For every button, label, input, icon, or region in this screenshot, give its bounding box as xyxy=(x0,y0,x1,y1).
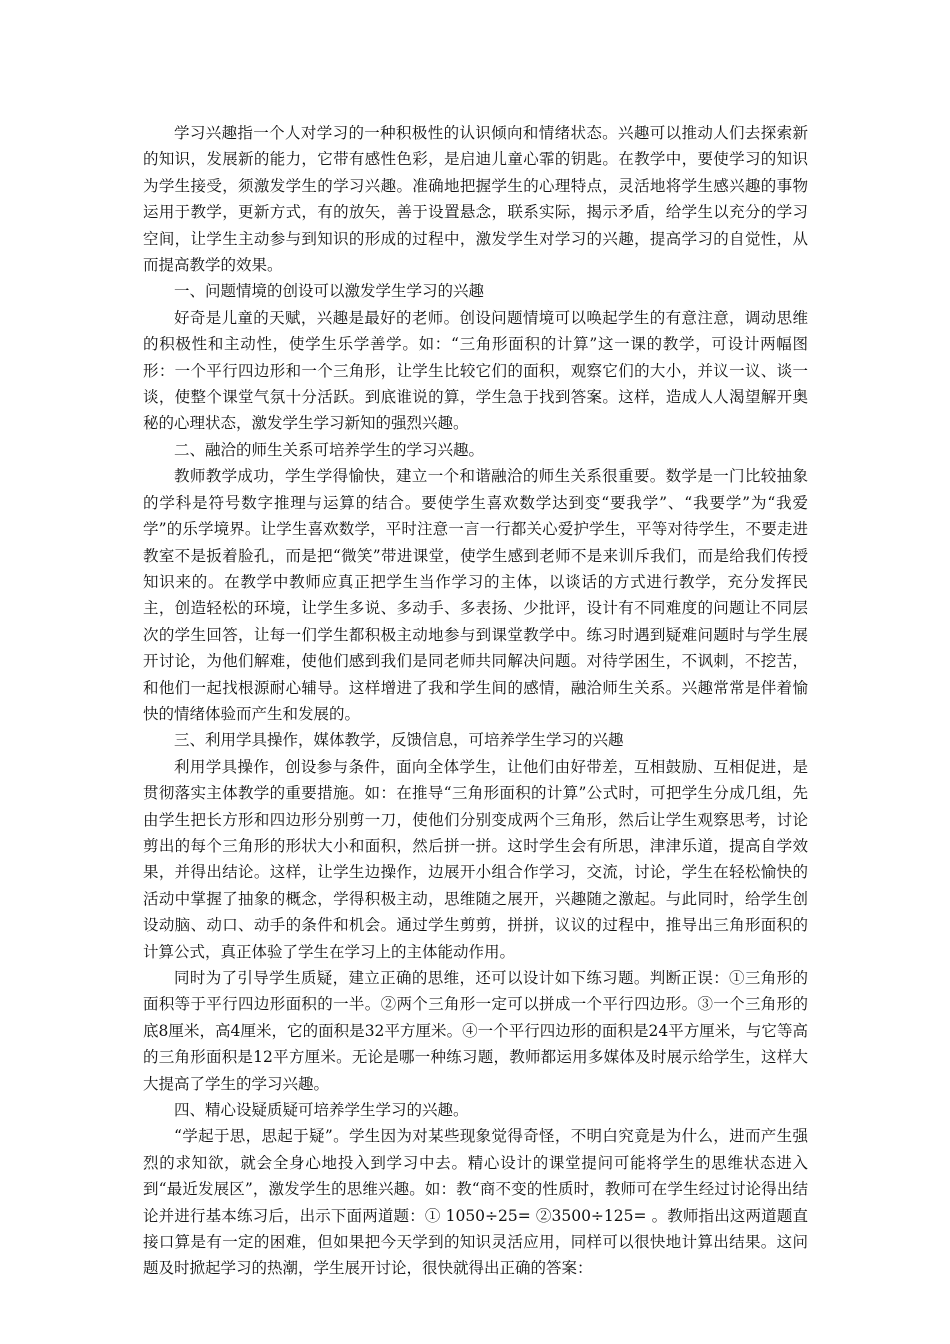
section-heading-4: 四、精心设疑质疑可培养学生学习的兴趣。 xyxy=(174,1101,469,1120)
section-heading-2: 二、融洽的师生关系可培养学生的学习兴趣。 xyxy=(174,440,485,459)
section-3-paragraph-1: 利用学具操作，创设参与条件，面向全体学生，让他们由好带差，互相鼓励、互相促进，是贯彻落实主体教学的重要措施。如：在推导“三角形面积的计算”公式时，可把学生分成几组，先由学生把长方形和四边形分别剪一刀，使他们分别变成两个三角形，然后让学生观察思考，讨论剪出的每个三角形的形状大小和面积，然后拼一拼。这时学生会有所思，津津乐道，提高自学效果，并得出结论。这样，让学生边操作，边展开小组合作学习，交流，讨论，学生在轻松愉快的活动中掌握了抽象的概念，学得积极主动，思维随之展开，兴趣随之激起。与此同时，给学生创设动脑、动口、动手的条件和机会。通过学生剪剪，拼拼，议议的过程中，推导出三角形面积的计算公式，真正体验了学生在学习上的主体能动作用。 xyxy=(143,757,808,961)
section-2-paragraph: 教师教学成功，学生学得愉快，建立一个和谐融洽的师生关系很重要。数学是一门比较抽象的学科是符号数字推理与运算的结合。要使学生喜欢数学达到变“要我学”、“我要学”为“我爱学”的乐学境界。让学生喜欢数学，平时注意一言一行都关心爱护学生，平等对待学生，不要走进教室不是扳着脸孔，而是把“微笑”带进课堂，使学生感到老师不是来训斥我们，而是给我们传授知识来的。在教学中教师应真正把学生当作学习的主体，以谈话的方式进行教学，充分发挥民主，创造轻松的环境，让学生多说、多动手、多表扬、少批评，设计有不同难度的问题让不同层次的学生回答，让每一们学生都积极主动地参与到课堂教学中。练习时遇到疑难问题时与学生展开讨论，为他们解难，使他们感到我们是同老师共同解决问题。对待学困生，不讽刺，不挖苦，和他们一起找根源耐心辅导。这样增进了我和学生间的感情，融洽师生关系。兴趣常常是伴着愉快的情绪体验而产生和发展的。 xyxy=(143,467,808,723)
section-heading-1: 一、问题情境的创设可以激发学生学习的兴趣 xyxy=(174,282,485,301)
intro-paragraph: 学习兴趣指一个人对学习的一种积极性的认识倾向和情绪状态。兴趣可以推动人们去探索新的知识，发展新的能力，它带有感性色彩，是启迪儿童心霏的钥匙。在教学中，要使学习的知识为学生接受，须激发学生的学习兴趣。准确地把握学生的心理特点，灵活地将学生感兴趣的事物运用于教学，更新方式，有的放矢，善于设置悬念，联系实际，揭示矛盾，给学生以充分的学习空间，让学生主动参与到知识的形成的过程中，激发学生对学习的兴趣，提高学习的自觉性，从而提高教学的效果。 xyxy=(143,124,808,275)
document-body xyxy=(143,120,808,1282)
section-1-paragraph: 好奇是儿童的天赋，兴趣是最好的老师。创设问题情境可以唤起学生的有意注意，调动思维的积极性和主动性，使学生乐学善学。如：“三角形面积的计算”这一课的教学，可设计两幅图形：一个平行四边形和一个三角形，让学生比较它们的面积，观察它们的大小，并议一议、谈一谈，使整个课堂气氛十分活跃。到底谁说的算，学生急于找到答案。这样，造成人人渴望解开奥秘的心理状态，激发学生学习新知的强烈兴趣。 xyxy=(143,308,808,433)
section-3-paragraph-2: 同时为了引导学生质疑，建立正确的思维，还可以设计如下练习题。判断正误：①三角形的面积等于平行四边形面积的一半。②两个三角形一定可以拼成一个平行四边形。③一个三角形的底8厘米，高4厘米，它的面积是32平方厘米。④一个平行四边形的面积是24平方厘米，与它等高的三角形面积是12平方厘米。无论是哪一种练习题，教师都运用多媒体及时展示给学生，这样大大提高了学生的学习兴趣。 xyxy=(143,969,808,1093)
section-heading-3: 三、利用学具操作，媒体教学，反馈信息，可培养学生学习的兴趣 xyxy=(174,731,624,750)
section-4-paragraph: “学起于思，思起于疑”。学生因为对某些现象觉得奇怪，不明白究竟是为什么，进而产生强烈的求知欲，就会全身心地投入到学习中去。精心设计的课堂提问可能将学生的思维状态进入到“最近发展区”，激发学生的思维兴趣。如：教“商不变的性质时，教师可在学生经过讨论得出结论并进行基本练习后，出示下面两道题：① 1050÷25= ②3500÷125= 。教师指出这两道题直接口算是有一定的困难，但如果把今天学到的知识灵活应用，同样可以很快地计算出结果。这问题及时掀起学习的热潮，学生展开讨论，很快就得出正确的答案： xyxy=(143,1127,808,1278)
